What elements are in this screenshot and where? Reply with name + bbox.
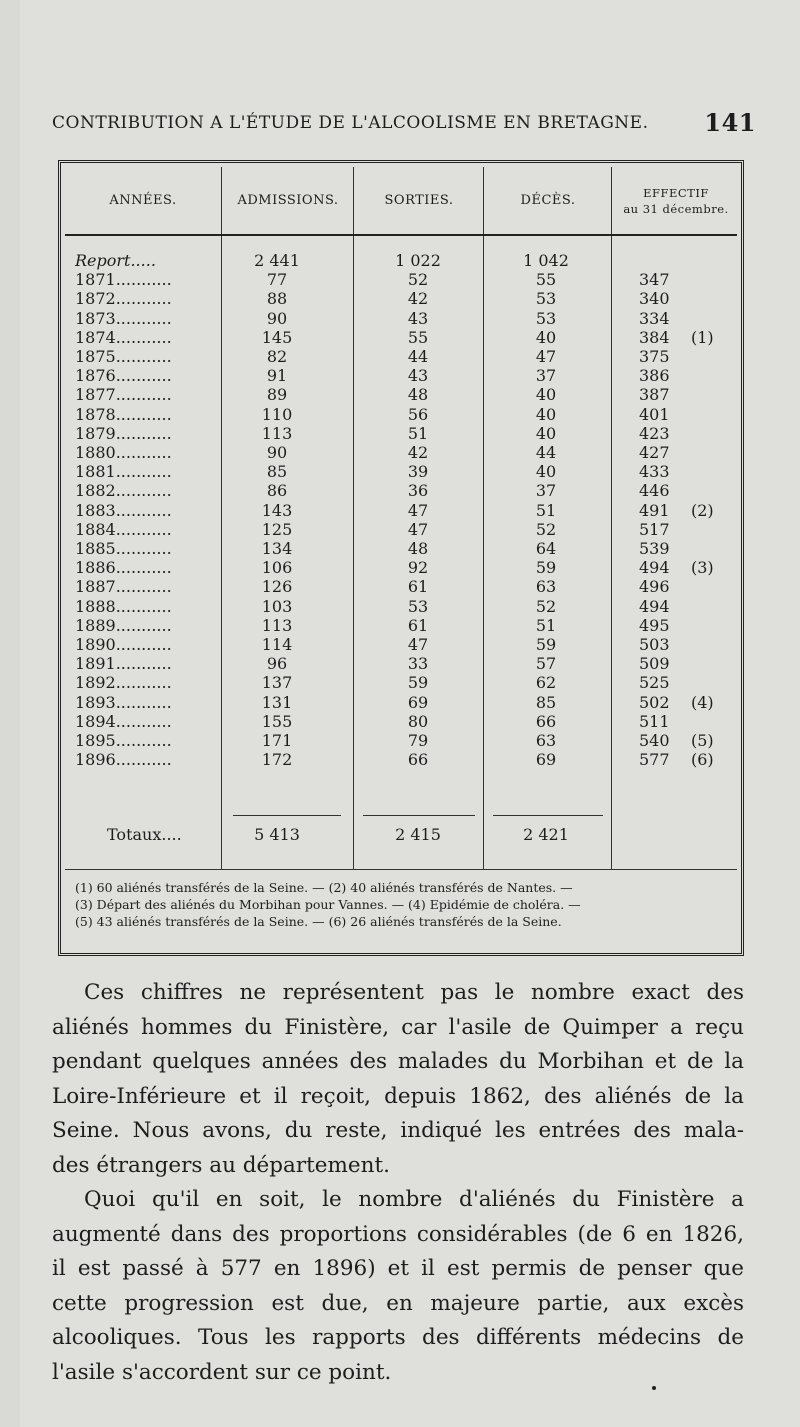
year-cell: Report..... [75,251,156,270]
table-row [61,347,741,366]
sorties-cell: 44 [407,347,429,366]
sorties-cell: 51 [407,423,429,443]
ink-dot [652,1386,656,1390]
deces-cell: 51 [535,615,557,635]
admissions-cell: 134 [261,539,293,558]
deces-cell: 51 [535,500,557,520]
year-cell: 1889........... [75,615,172,635]
table-row [61,635,741,654]
text-line: Quoi qu'il en soit, le nombre d'aliénés du Finistère a [84,1187,744,1212]
effectif-cell: 495 [639,615,670,635]
text-line: Loire-Inférieure et il reçoit, depuis 1862, des aliénés de la [52,1083,744,1109]
deces-cell: 53 [535,289,557,309]
sorties-cell: 92 [407,558,429,578]
sorties-cell: 69 [407,692,429,712]
admissions-cell: 85 [266,462,288,482]
table-row [61,558,741,577]
effectif-cell: 503 [639,635,670,654]
page-title: CONTRIBUTION A L'ÉTUDE DE L'ALCOOLISME EN BRETAGNE. [52,113,649,133]
sorties-cell: 47 [407,500,429,520]
deces-cell: 37 [535,481,557,501]
header-effectif-line2: au 31 décembre. [623,202,729,216]
effectif-cell: 494 [639,558,670,578]
deces-cell: 52 [535,519,557,539]
text-line: des étrangers au département. [52,1152,390,1178]
deces-cell: 63 [535,731,557,750]
sorties-cell: 55 [407,327,429,347]
header-years: ANNÉES. [109,193,177,208]
table-row [61,520,741,539]
deces-cell: 63 [535,577,557,597]
note-ref-cell: (6) [691,750,714,770]
admissions-cell: 125 [261,519,293,539]
header-effectif-line1: EFFECTIF [643,186,709,200]
effectif-cell: 525 [639,673,670,693]
text-line: pendant quelques années des malades du Morbihan et de la [52,1049,744,1075]
admissions-cell: 2 441 [254,251,300,270]
deces-cell: 44 [535,443,557,462]
admissions-cell: 86 [266,481,288,501]
note-ref-cell: (3) [691,558,714,578]
effectif-cell: 334 [639,308,670,328]
sorties-cell: 36 [407,481,429,501]
effectif-cell: 509 [639,654,670,674]
year-cell: 1882........... [75,481,172,501]
total-rule [493,815,603,816]
deces-cell: 47 [535,347,557,366]
year-cell: 1873........... [75,308,172,328]
deces-cell: 52 [535,596,557,616]
table-row [61,673,741,692]
text-line: Ces chiffres ne représentent pas le nombre exact des [84,980,744,1005]
effectif-cell: 446 [639,481,670,501]
year-cell: 1892........... [75,673,172,693]
deces-cell: 40 [535,423,557,443]
sorties-cell: 48 [407,539,429,558]
admissions-cell: 103 [261,596,293,616]
totals-sorties: 2 415 [395,825,441,844]
year-cell: 1896........... [75,750,172,770]
deces-cell: 40 [535,404,557,424]
sorties-cell: 47 [407,635,429,654]
note-ref-cell: (5) [691,731,714,750]
table-row [61,289,741,308]
year-cell: 1884........... [75,519,172,539]
table-row [61,481,741,500]
deces-cell: 40 [535,327,557,347]
deces-cell: 40 [535,462,557,482]
table-row [61,405,741,424]
table-row [61,731,741,750]
table-row [61,328,741,347]
sorties-cell: 79 [407,731,429,750]
admissions-cell: 137 [261,673,293,693]
footnote-line: (3) Départ des aliénés du Morbihan pour Vannes. — (4) Epidémie de choléra. — [75,897,581,912]
sorties-cell: 61 [407,577,429,597]
table-row [61,539,741,558]
note-ref-cell: (4) [691,692,714,712]
sorties-cell: 53 [407,596,429,616]
table-row [61,462,741,481]
table-row [61,616,741,635]
effectif-cell: 384 [639,327,670,347]
admissions-cell: 126 [261,577,293,597]
effectif-cell: 496 [639,577,670,597]
year-cell: 1875........... [75,347,172,366]
effectif-cell: 540 [639,731,670,750]
effectif-cell: 502 [639,692,670,712]
total-rule [233,815,341,816]
admissions-cell: 131 [261,692,293,712]
deces-cell: 59 [535,558,557,578]
admissions-cell: 89 [266,385,288,405]
effectif-cell: 433 [639,462,670,482]
paragraph-2 [52,1183,744,1391]
admissions-cell: 171 [261,731,293,750]
effectif-cell: 539 [639,539,670,558]
year-cell: 1894........... [75,711,172,731]
deces-cell: 59 [535,635,557,654]
table-row [61,597,741,616]
year-cell: 1880........... [75,443,172,462]
table-row [61,251,741,270]
year-cell: 1890........... [75,635,172,654]
year-cell: 1887........... [75,577,172,597]
deces-cell: 55 [535,270,557,290]
footnote-line: (1) 60 aliénés transférés de la Seine. — (2) 40 aliénés transférés de Nantes. — [75,880,573,895]
table-row [61,712,741,731]
admissions-cell: 106 [261,558,293,578]
deces-cell: 69 [535,750,557,770]
year-cell: 1888........... [75,596,172,616]
totals-row [61,825,741,844]
year-cell: 1877........... [75,385,172,405]
effectif-cell: 577 [639,750,670,770]
admissions-cell: 88 [266,289,288,309]
sorties-cell: 66 [407,750,429,770]
sorties-cell: 56 [407,404,429,424]
table-row [61,385,741,404]
sorties-cell: 52 [407,270,429,290]
text-line: cette progression est due, en majeure partie, aux excès [52,1290,744,1316]
year-cell: 1881........... [75,462,172,482]
note-ref-cell: (1) [691,327,714,347]
year-cell: 1895........... [75,731,172,750]
header-sorties: SORTIES. [384,193,454,208]
total-rule [363,815,475,816]
sorties-cell: 61 [407,615,429,635]
header-rule [65,234,737,236]
header-admissions: ADMISSIONS. [237,193,339,208]
sorties-cell: 42 [407,443,429,462]
sorties-cell: 48 [407,385,429,405]
sorties-cell: 42 [407,289,429,309]
year-cell: 1893........... [75,692,172,712]
admissions-cell: 145 [261,327,293,347]
admissions-cell: 113 [261,615,293,635]
deces-cell: 1 042 [523,251,569,270]
deces-cell: 40 [535,385,557,405]
admissions-cell: 110 [261,404,293,424]
sorties-cell: 1 022 [395,251,441,270]
footnote-line: (5) 43 aliénés transférés de la Seine. — (6) 26 aliénés transférés de la Seine. [75,914,562,929]
note-ref-cell: (2) [691,500,714,520]
deces-cell: 85 [535,692,557,712]
totals-deces: 2 421 [523,825,569,844]
table-row [61,309,741,328]
year-cell: 1883........... [75,500,172,520]
text-line: aliénés hommes du Finistère, car l'asile de Quimper a reçu [52,1014,744,1040]
admissions-cell: 114 [261,635,293,654]
admissions-cell: 113 [261,423,293,443]
sorties-cell: 33 [407,654,429,674]
deces-cell: 66 [535,711,557,731]
sorties-cell: 43 [407,366,429,386]
sorties-cell: 80 [407,711,429,731]
text-line: il est passé à 577 en 1896) et il est permis de penser que [52,1256,744,1282]
effectif-cell: 494 [639,596,670,616]
page-number: 141 [704,108,756,137]
totals-label: Totaux.... [107,825,182,844]
year-cell: 1876........... [75,366,172,386]
table-row [61,424,741,443]
effectif-cell: 511 [639,711,670,731]
table-row [61,443,741,462]
year-cell: 1885........... [75,539,172,558]
year-cell: 1891........... [75,654,172,674]
deces-cell: 37 [535,366,557,386]
header-effectif [613,185,739,217]
effectif-cell: 387 [639,385,670,405]
footnotes [75,879,735,930]
table-row [61,270,741,289]
statistics-table [58,160,744,956]
running-header [52,108,756,137]
table-row [61,750,741,769]
text-line: alcooliques. Tous les rapports des différents médecins de [52,1325,744,1351]
sorties-cell: 59 [407,673,429,693]
effectif-cell: 427 [639,443,670,462]
admissions-cell: 155 [261,711,293,731]
admissions-cell: 82 [266,347,288,366]
admissions-cell: 91 [266,366,288,386]
year-cell: 1872........... [75,289,172,309]
admissions-cell: 90 [266,443,288,462]
table-row [61,366,741,385]
deces-cell: 64 [535,539,557,558]
year-cell: 1886........... [75,558,172,578]
effectif-cell: 491 [639,500,670,520]
paragraph-1 [52,976,744,1184]
sorties-cell: 47 [407,519,429,539]
sorties-cell: 39 [407,462,429,482]
table-row [61,654,741,673]
admissions-cell: 143 [261,500,293,520]
effectif-cell: 517 [639,519,670,539]
text-line: augmenté dans des proportions considérables (de 6 en 1826, [52,1221,744,1247]
effectif-cell: 340 [639,289,670,309]
effectif-cell: 401 [639,404,670,424]
effectif-cell: 386 [639,366,670,386]
admissions-cell: 96 [266,654,288,674]
header-deces: DÉCÈS. [520,193,576,208]
deces-cell: 53 [535,308,557,328]
totals-admissions: 5 413 [254,825,300,844]
table-row [61,501,741,520]
table-row [61,693,741,712]
year-cell: 1878........... [75,404,172,424]
footnote-rule [65,869,737,870]
year-cell: 1871........... [75,270,172,290]
effectif-cell: 423 [639,423,670,443]
sorties-cell: 43 [407,308,429,328]
admissions-cell: 172 [261,750,293,770]
table-row [61,577,741,596]
text-line: l'asile s'accordent sur ce point. [52,1359,392,1385]
year-cell: 1874........... [75,327,172,347]
admissions-cell: 77 [266,270,288,290]
effectif-cell: 375 [639,347,670,366]
year-cell: 1879........... [75,423,172,443]
text-line: Seine. Nous avons, du reste, indiqué les entrées des mala- [52,1118,744,1144]
effectif-cell: 347 [639,270,670,290]
admissions-cell: 90 [266,308,288,328]
deces-cell: 57 [535,654,557,674]
deces-cell: 62 [535,673,557,693]
